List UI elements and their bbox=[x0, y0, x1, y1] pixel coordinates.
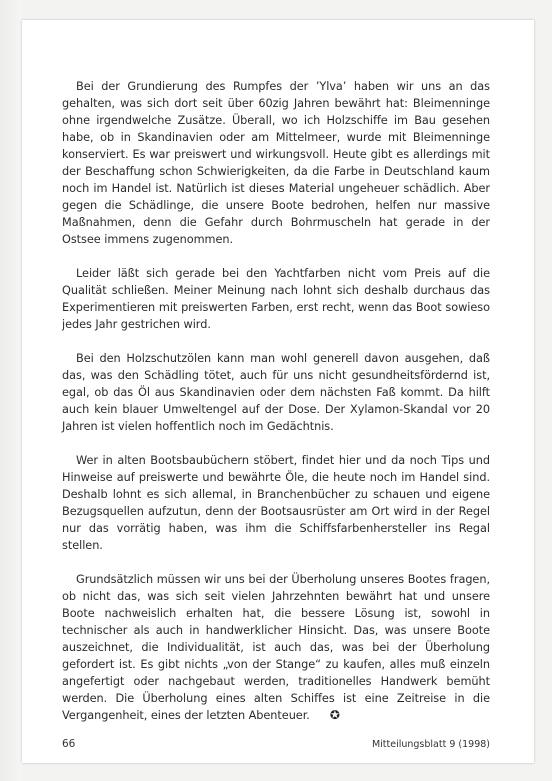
page-footer bbox=[62, 738, 490, 750]
paragraph-5 bbox=[62, 571, 490, 724]
paragraph-4: Wer in alten Bootsbaubüchern stöbert, findet hier und da noch Tips und Hinweise auf preiswerte und bewährte Öle, die heute noch im Handel sind. Deshalb lohnt es sich allemal, in Branchenbücher zu schauen und eigene Bezugsquellen aufzutun, denn der Bootsausrüster am Ort wird in der Regel nur das vorrätig haben, was ihm die Schiffsfarbenhersteller ins Regal stellen. bbox=[62, 454, 490, 552]
end-of-article-star-icon: ✪ bbox=[329, 708, 340, 722]
article-body bbox=[62, 78, 490, 724]
page-number: 66 bbox=[62, 738, 76, 750]
paragraph-5-text: Grundsätzlich müssen wir uns bei der Überholung unseres Bootes fragen, ob nicht das, was sich seit vielen Jahrzehnten bewährt hat und unsere Boote nachweislich erhalten hat, die bessere Lösung ist, sowohl in technischer als auch in handwerklicher Hinsicht. Das, was unsere Boote auszeichnet, die Individualität, ist auch das, was bei der Überholung gefordert ist. Es gibt nichts „von der Stange“ zu kaufen, alles muß einzeln angefertigt oder nachgebaut werden, traditionelles Handwerk bemüht werden. Die Überholung eines alten Schiffes ist eine Zeitreise in die Vergangenheit, eines der letzten Abenteuer. bbox=[62, 573, 490, 722]
scan-left-margin bbox=[0, 0, 22, 781]
paragraph-1: Bei der Grundierung des Rumpfes der ’Ylva’ haben wir uns an das gehalten, was sich dort seit über 60zig Jahren bewährt hat: Bleimenninge ohne irgendwelche Zusätze. Überall, wo ich Holzschiffe im Bau gesehen habe, ob in Skandinavien oder am Mittelmeer, wurde mit Bleimenninge konserviert. Es war preiswert und wirkungsvoll. Heute gibt es allerdings mit der Beschaffung schon Schwierigkeiten, da die Farbe in Deutschland kaum noch im Handel ist. Natürlich ist dieses Material ungeheuer schädlich. Aber gegen die Schädlinge, die unsere Boote bedrohen, helfen nur massive Maßnahmen, denn die Gefahr durch Bohrmuscheln hat gerade in der Ostsee immens zugenommen. bbox=[62, 80, 490, 246]
publication-info: Mitteilungsblatt 9 (1998) bbox=[371, 739, 490, 750]
paragraph-2: Leider läßt sich gerade bei den Yachtfarben nicht vom Preis auf die Qualität schließen. Meiner Meinung nach lohnt sich deshalb durchaus das Experimentieren mit preiswerten Farben, erst recht, wenn das Boot sowieso jedes Jahr gestrichen wird. bbox=[62, 267, 490, 331]
paragraph-3: Bei den Holzschutzölen kann man wohl generell davon ausgehen, daß das, was den Schädling tötet, auch für uns nicht gesundheitsfördernd ist, egal, ob das Öl aus Skandinavien oder dem nächsten Faß kommt. Da hilft auch kein blauer Umweltengel auf der Dose. Der Xylamon-Skandal vor 20 Jahren ist vielen hoffentlich noch im Gedächtnis. bbox=[62, 352, 490, 433]
